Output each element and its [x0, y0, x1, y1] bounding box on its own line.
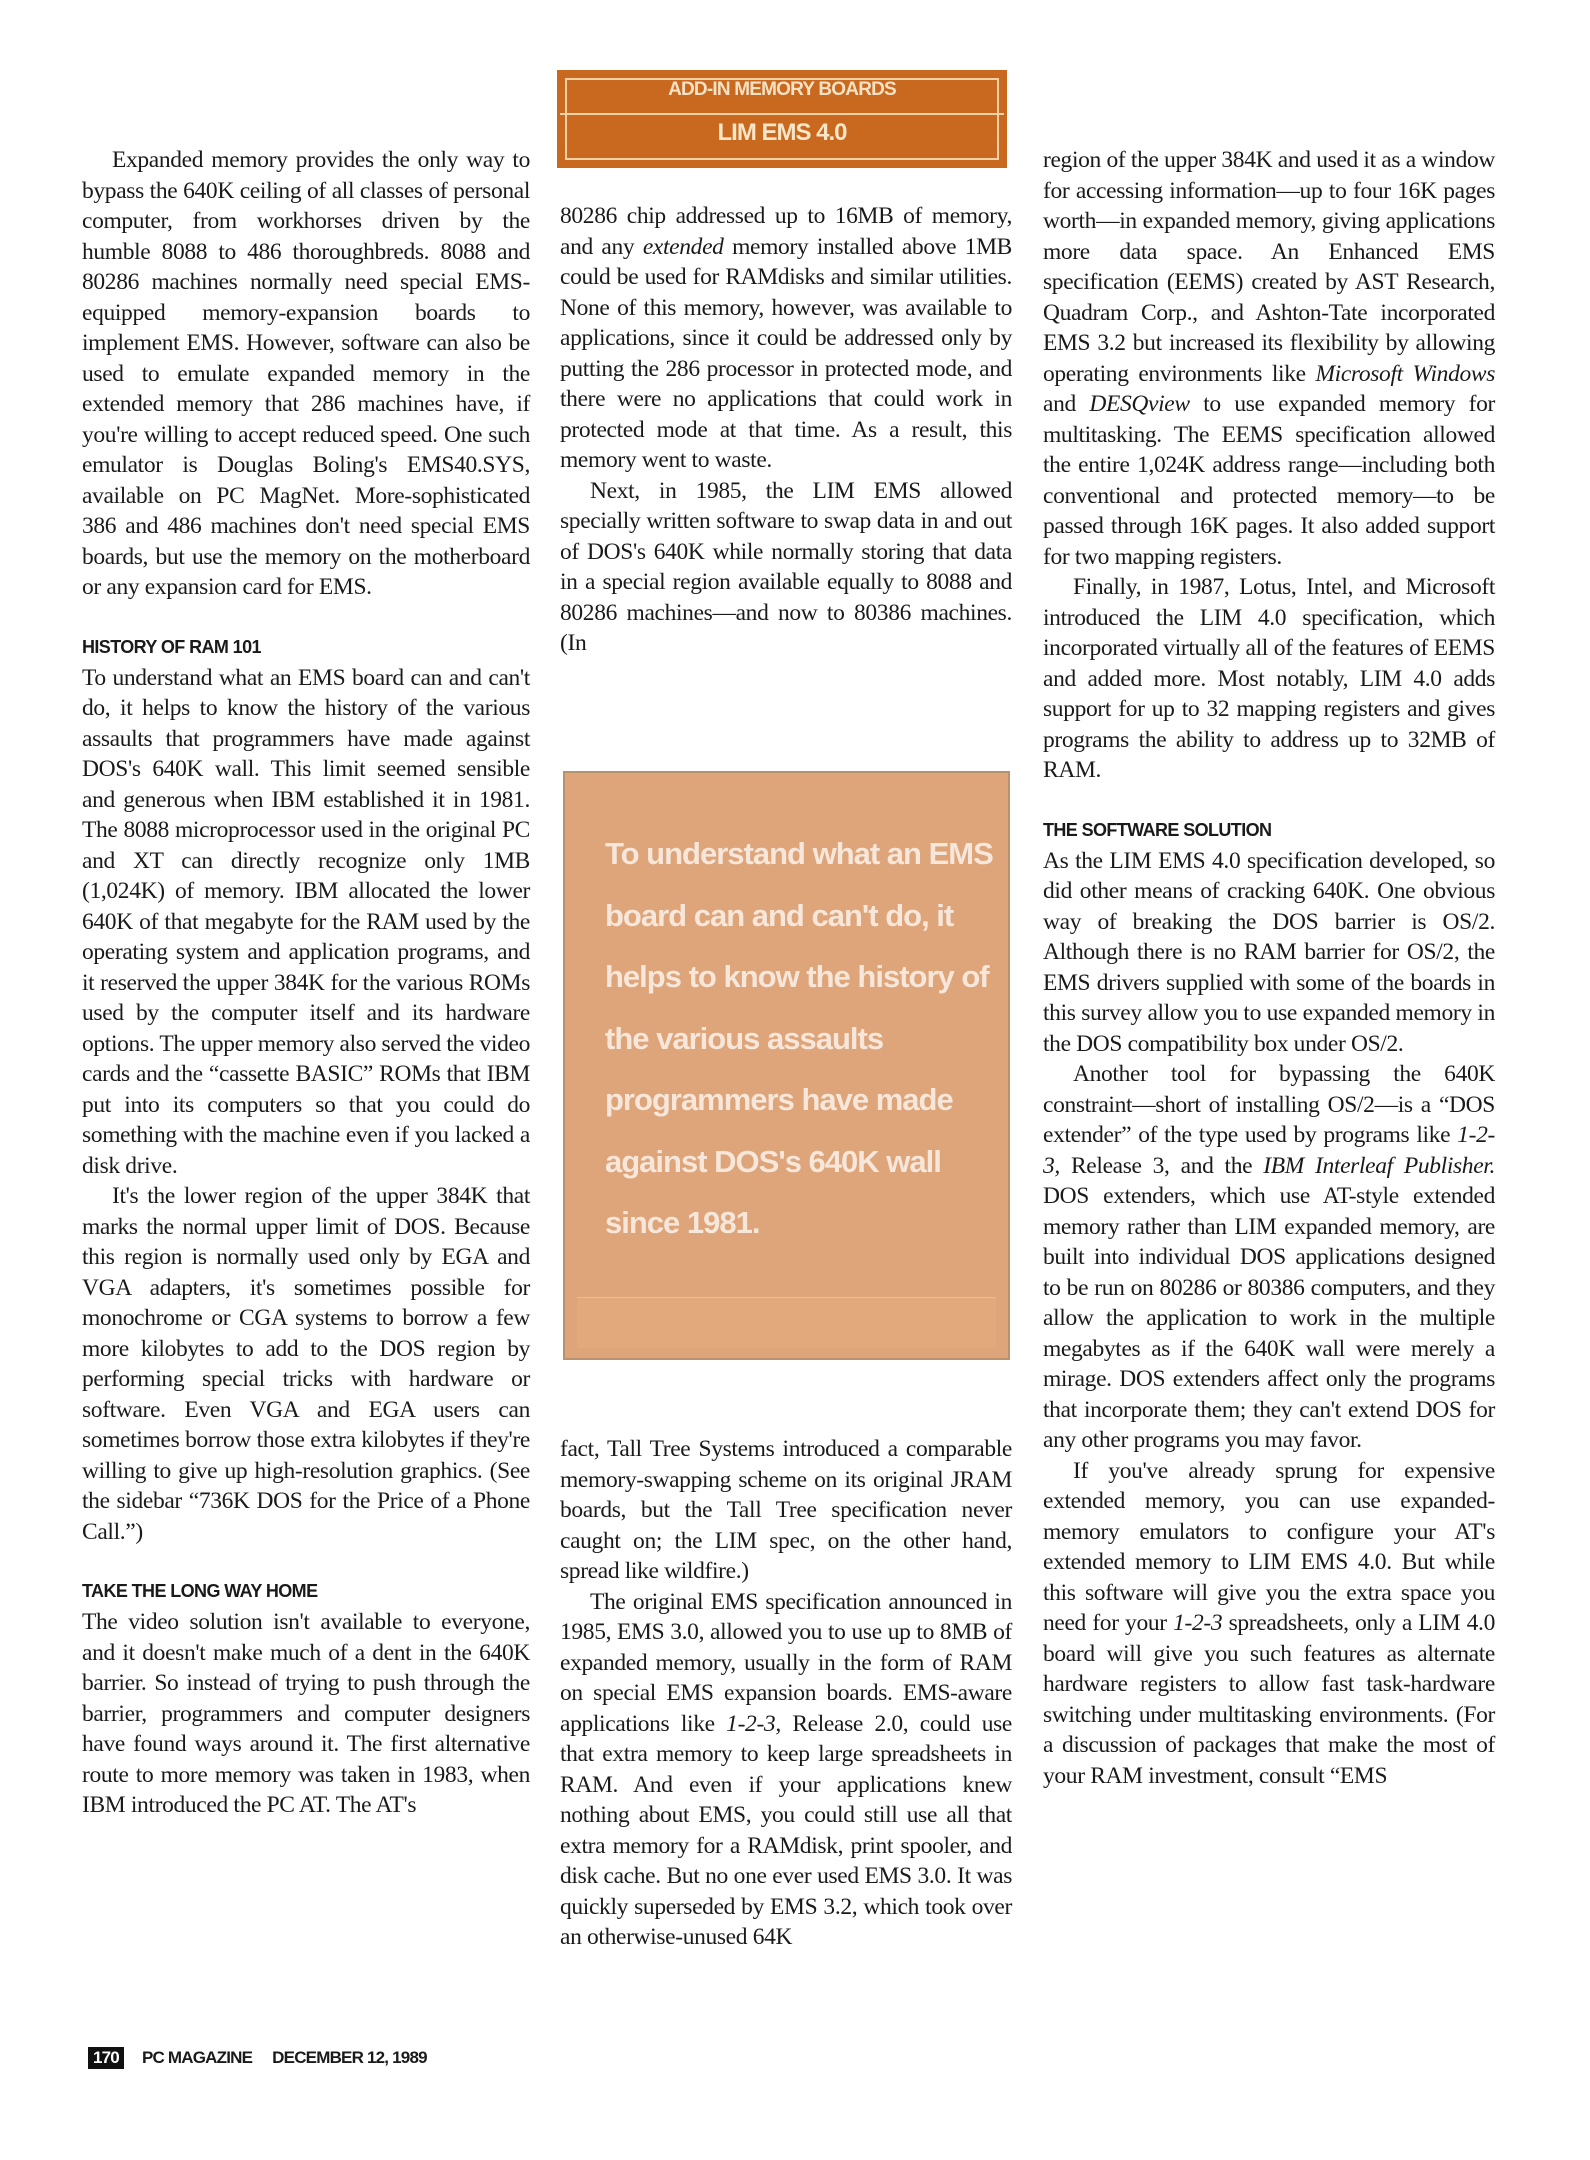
body-paragraph — [1043, 846, 1495, 1060]
text-run: As the LIM EMS 4.0 specification developed, so did other means of cracking 640K. One obvious way of breaking the DOS barrier is OS/2. Although there is no RAM barrier for OS/2, the EMS drivers supplied with some of the boards in this survey allow you to use expanded memory in the DOS compatibility box under OS/2. — [1043, 847, 1495, 1057]
body-paragraph — [82, 1607, 530, 1821]
text-run: region of the upper 384K and used it as a window for accessing information—up to four 16K pages worth—in expanded memory, giving applications more data space. An Enhanced EMS specification (EEMS) created by AST Research, Quadram Corp., and Ashton-Tate incorporated EMS 3.2 but increased its flexibility by allowing operating environments like — [1043, 147, 1495, 387]
body-paragraph — [1043, 145, 1495, 572]
section-heading: TAKE THE LONG WAY HOME — [82, 1581, 318, 1601]
column-2-bottom — [560, 1434, 1012, 1953]
issue-date: DECEMBER 12, 1989 — [272, 2048, 427, 2067]
italic-text: 1-2-3 — [1173, 1610, 1223, 1636]
text-run: 80286 chip addressed up to 16MB of memory, and any — [560, 203, 1012, 260]
italic-text: 1-2-3, — [726, 1710, 781, 1737]
text-run: Another tool for bypassing the 640K constraint—short of installing OS/2—is a “DOS extender” of the type used by programs like — [1043, 1061, 1495, 1148]
text-run: Next, in 1985, the LIM EMS allowed specially written software to swap data in and out of DOS's 640K while normally storing that data in a special region available equally to 8088 and 80286 machines—and now to 80386 machines. (In — [560, 477, 1012, 656]
text-run: The original EMS specification announced in 1985, EMS 3.0, allowed you to use up to 8MB of expanded memory, usually in the form of RAM on special EMS expansion boards. EMS-aware applications like — [560, 1588, 1012, 1737]
italic-text: DESQview — [1089, 391, 1190, 417]
pull-quote-box — [563, 771, 1010, 1360]
text-run: To understand what an EMS board can and can't do, it helps to know the history of the various assaults that programmers have made against DOS's 640K wall. This limit seemed sensible and generous when IBM established it in 1981. The 8088 microprocessor used in the original PC and XT can directly recognize only 1MB (1,024K) of memory. IBM allocated the lower 640K of that megabyte for the RAM used by the operating system and application programs, and it reserved the upper 384K for the various ROMs used by the computer itself and its hardware options. The upper memory also served the video cards and the “cassette BASIC” ROMs that IBM put into its computers so that you could do something with the machine even if you lacked a disk drive. — [82, 664, 530, 1179]
pull-quote-band — [577, 1297, 996, 1348]
header-divider — [560, 113, 1004, 115]
italic-text: 1-2-3, — [1043, 1122, 1495, 1179]
column-1 — [82, 145, 530, 1821]
body-paragraph — [1043, 1059, 1495, 1456]
body-paragraph — [82, 145, 530, 603]
section-label: ADD-IN MEMORY BOARDS — [668, 79, 896, 100]
text-run: It's the lower region of the upper 384K that marks the normal upper limit of DOS. Because this region is normally used only by EGA and VGA adapters, it's sometimes possible for monochrome or CGA systems to borrow a few more kilobytes to add to the DOS region by performing special tricks with hardware or software. Even VGA and EGA users can sometimes borrow those extra kilobytes if they're willing to give up high-resolution graphics. (See the sidebar “736K DOS for the Price of a Phone Call.”) — [82, 1183, 530, 1545]
body-paragraph — [82, 663, 530, 1182]
section-heading: THE SOFTWARE SOLUTION — [1043, 819, 1272, 840]
body-paragraph — [1043, 1456, 1495, 1792]
column-2-top — [560, 201, 1012, 659]
italic-text: IBM Interleaf Publisher. — [1263, 1152, 1495, 1179]
text-run: and — [1043, 391, 1090, 417]
page-footer — [88, 2047, 427, 2069]
body-paragraph — [560, 476, 1012, 659]
section-title: LIM EMS 4.0 — [717, 119, 847, 146]
text-run: spreadsheets, only a LIM 4.0 board will give you such features as alternate hardware registers to allow fast task-hardware switching under multitasking environments. (For a discussion of packages that make the most of your RAM investment, consult “EMS — [1043, 1610, 1495, 1789]
section-header-box — [557, 70, 1007, 168]
text-run: fact, Tall Tree Systems introduced a comparable memory-swapping scheme on its original JRAM boards, but the Tall Tree specification never caught on; the LIM spec, on the other hand, spread like wildfire.) — [560, 1436, 1012, 1584]
body-paragraph — [560, 1434, 1012, 1587]
section-heading: HISTORY OF RAM 101 — [82, 636, 261, 657]
body-paragraph — [560, 1587, 1012, 1953]
page-number: 170 — [88, 2047, 124, 2069]
text-run: memory installed above 1MB could be used for RAMdisks and similar utilities. None of this memory, however, was available to applications, since it could be addressed only by putting the 286 processor in protected mode, and there were no applications that could work in protected mode at that time. As a result, this memory went to waste. — [560, 233, 1013, 473]
text-run: Release 3, and the — [1059, 1152, 1264, 1179]
text-run: Release 2.0, could use that extra memory to keep large spreadsheets in RAM. And even if your applications knew nothing about EMS, you could still use all that extra memory for a RAMdisk, print spooler, and disk cache. But no one ever used EMS 3.0. It was quickly superseded by EMS 3.2, which took over an otherwise-unused 64K — [560, 1710, 1012, 1950]
text-run: Finally, in 1987, Lotus, Intel, and Microsoft introduced the LIM 4.0 specification, which incorporated virtually all of the features of EEMS and added more. Most notably, LIM 4.0 adds support for up to 32 mapping registers and gives programs the ability to address up to 32MB of RAM. — [1043, 574, 1495, 783]
text-run: Expanded memory provides the only way to bypass the 640K ceiling of all classes of personal computer, from workhorses driven by the humble 8088 to 486 thoroughbreds. 8088 and 80286 machines normally need special EMS-equipped memory-expansion boards to implement EMS. However, software can also be used to emulate expanded memory in the extended memory that 286 machines have, if you're willing to accept reduced speed. One such emulator is Douglas Boling's EMS40.SYS, available on PC MagNet. More-sophisticated 386 and 486 machines don't need special EMS boards, but use the memory on the motherboard or any expansion card for EMS. — [82, 147, 530, 600]
body-paragraph — [1043, 572, 1495, 786]
column-3 — [1043, 145, 1495, 1791]
body-paragraph — [82, 1181, 530, 1547]
text-run: The video solution isn't available to everyone, and it doesn't make much of a dent in the 640K barrier. So instead of trying to push through the barrier, programmers and computer designers have found ways around it. The first alternative route to more memory was taken in 1983, when IBM introduced the PC AT. The AT's — [82, 1609, 530, 1818]
text-run: DOS extenders, which use AT-style extended memory rather than LIM expanded memory, are built into individual DOS applications designed to be run on 80286 or 80386 computers, and they allow the application to work in the multiple megabytes as if the 640K wall were merely a mirage. DOS extenders affect only the programs that incorporate them; they can't extend DOS for any other programs you may favor. — [1043, 1183, 1495, 1453]
magazine-name: PC MAGAZINE — [141, 2048, 253, 2067]
body-paragraph — [560, 201, 1012, 476]
italic-text: Microsoft Windows — [1315, 360, 1495, 387]
text-run: If you've already sprung for expensive extended memory, you can use expanded-memory emulators to configure your AT's extended memory to LIM EMS 4.0. But while this software will give you the extra space you need for your — [1043, 1457, 1495, 1636]
pull-quote-text: To understand what an EMS board can and can't do, it helps to know the history of the various assaults programmers have made against DOS's 640K wall since 1981. — [605, 836, 993, 1240]
text-run: to use expanded memory for multitasking. The EEMS specification allowed the entire 1,024K address range—including both conventional and protected memory—to be passed through 16K pages. It also added support for two mapping registers. — [1043, 391, 1495, 570]
italic-text: extended — [642, 233, 724, 260]
